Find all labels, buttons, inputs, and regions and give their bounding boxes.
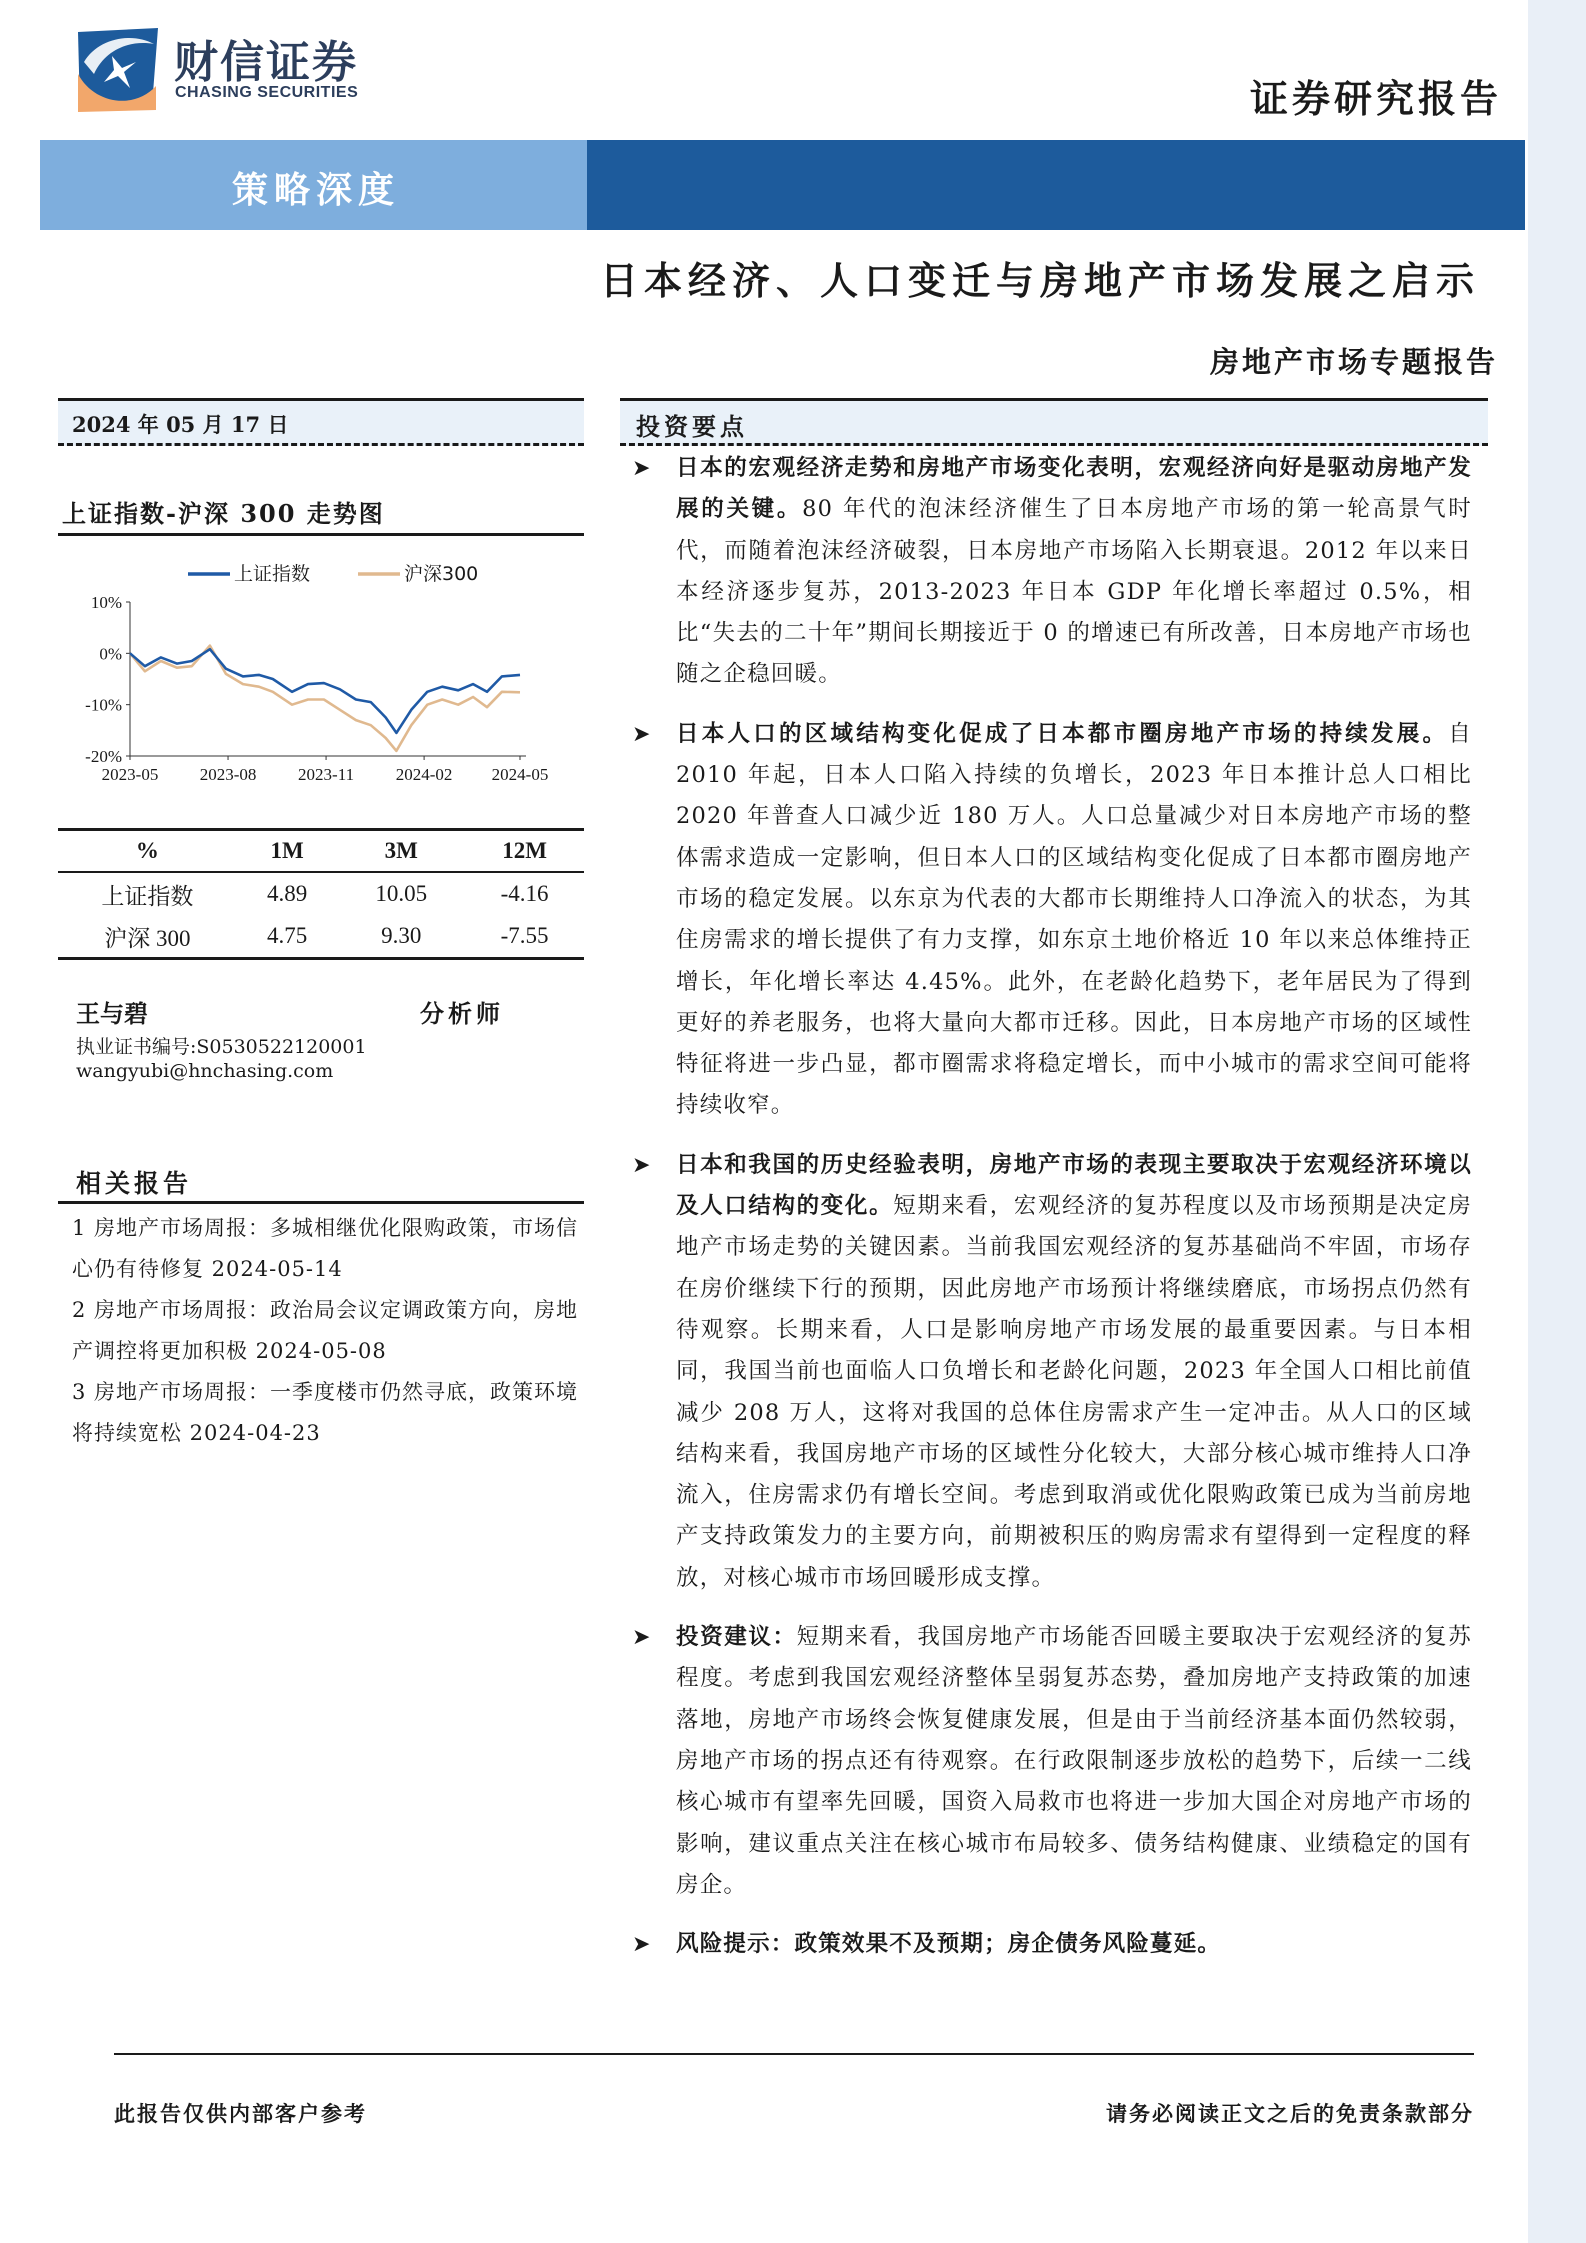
right-margin-strip — [1528, 0, 1586, 2243]
table-cell: 上证指数 — [101, 883, 194, 909]
table-cell: 9.30 — [337, 915, 465, 959]
legend-label: 沪深300 — [404, 563, 479, 585]
arrow-bullet-icon: ➤ — [632, 1932, 652, 1958]
y-tick-label: 10% — [90, 593, 122, 612]
x-tick-label: 2024-05 — [491, 765, 549, 784]
analyst-certificate: 执业证书编号:S0530522120001 — [76, 1036, 367, 1058]
footer-disclaimer-left: 此报告仅供内部客户参考 — [114, 2101, 367, 2126]
date-bar — [58, 398, 584, 446]
table-header-row — [58, 830, 584, 873]
related-reports-list — [72, 1208, 582, 1454]
table-cell: 4.75 — [237, 915, 338, 959]
table-cell: 沪深 300 — [58, 915, 237, 959]
arrow-bullet-icon: ➤ — [632, 1625, 652, 1651]
x-tick-label: 2023-08 — [199, 765, 257, 784]
table-cell: 4.89 — [266, 881, 308, 906]
key-point-item — [632, 1145, 1472, 1599]
analyst-email: wangyubi@hnchasing.com — [76, 1060, 334, 1082]
x-tick-label: 2023-11 — [298, 765, 355, 784]
table-header-cell: % — [58, 830, 237, 873]
y-tick-label: -20% — [85, 747, 122, 766]
x-axis — [102, 756, 549, 784]
logo-chinese-text: 财信证券 — [174, 37, 358, 88]
key-points-bar — [620, 398, 1488, 446]
x-tick-label: 2024-02 — [395, 765, 453, 784]
report-type-label: 证券研究报告 — [1249, 76, 1502, 121]
footer-disclaimer-right: 请务必阅读正文之后的免责条款部分 — [1106, 2101, 1474, 2126]
report-subtitle: 房地产市场专题报告 — [1209, 345, 1498, 379]
y-tick-label: 0% — [99, 644, 122, 664]
key-point-item — [632, 448, 1472, 696]
y-tick-label: -10% — [85, 695, 122, 715]
table-header-cell: 3M — [337, 830, 465, 873]
series-line — [130, 649, 520, 733]
key-point-item — [632, 1924, 1472, 1965]
key-point-text: 80 年代的泡沫经济催生了日本房地产市场的第一轮高景气时代，而随着泡沫经济破裂，日本房地产市场陷入长期衰退。2012 年以来日本经济逐步复苏，2013-2023 年日本 GDP 年化增长率超过 0.5%，相比“失去的二十年”期间长期接近于 0 的增速已有所改善，日本房地产市场也随之企稳回暖。 — [676, 496, 1472, 688]
table-cell: -7.55 — [465, 915, 584, 959]
chart-legend — [188, 563, 478, 585]
report-title: 日本经济、人口变迁与房地产市场发展之启示 — [599, 258, 1480, 303]
x-tick-label: 2023-05 — [101, 765, 159, 784]
logo-english-text: CHASING SECURITIES — [175, 84, 359, 101]
key-points-title: 投资要点 — [636, 412, 748, 441]
banner-right-block — [587, 140, 1525, 230]
related-report-item[interactable]: 1 房地产市场周报：多城相继优化限购政策，市场信心仍有待修复 2024-05-14 — [72, 1216, 579, 1281]
key-point-text: 短期来看，我国房地产市场能否回暖主要取决于宏观经济的复苏程度。考虑到我国宏观经济整体呈弱复苏态势，叠加房地产支持政策的加速落地，房地产市场终会恢复健康发展，但是由于当前经济基本面仍然较弱，房地产市场的拐点还有待观察。在行政限制逐步放松的趋势下，后续一二线核心城市有望率先回暖，国资入局救市也将进一步加大国企对房地产市场的影响，建议重点关注在核心城市布局较多、债务结构健康、业绩稳定的国有房企。 — [676, 1624, 1472, 1898]
report-date: 2024 年 05 月 17 日 — [72, 412, 289, 437]
related-report-item[interactable]: 3 房地产市场周报：一季度楼市仍然寻底，政策环境将持续宽松 2024-04-23 — [72, 1380, 579, 1445]
table-row — [58, 915, 584, 959]
key-point-text: 自 2010 年起，日本人口陷入持续的负增长，2023 年日本推计总人口相比 2020 年普查人口减少近 180 万人。人口总量减少对日本房地产市场的整体需求造成一定影响，但日本人口的区域结构变化促成了日本都市圈房地产市场的稳定发展。以东京为代表的大都市长期维持人口净流入的状态，为其住房需求的增长提供了有力支撑，如东京土地价格近 10 年以来总体维持正增长，年化增长率达 4.45%。此外，在老龄化趋势下，老年居民为了得到更好的养老服务，也将大量向大都市迁移。因此，日本房地产市场的区域性特征将进一步凸显，都市圈需求将稳定增长，而中小城市的需求空间可能将持续收窄。 — [676, 720, 1472, 1119]
key-point-item — [632, 714, 1472, 1127]
arrow-bullet-icon: ➤ — [632, 721, 652, 747]
key-point-heading: 风险提示：政策效果不及预期；房企债务风险蔓延。 — [676, 1931, 1222, 1958]
key-point-text: 短期来看，宏观经济的复苏程度以及市场预期是决定房地产市场走势的关键因素。当前我国宏观经济的复苏基础尚不牢固，市场存在房价继续下行的预期，因此房地产市场预计将继续磨底，市场拐点仍然有待观察。长期来看，人口是影响房地产市场发展的最重要因素。与日本相同，我国当前也面临人口负增长和老龄化问题，2023 年全国人口相比前值减少 208 万人，这将对我国的总体住房需求产生一定冲击。从人口的区域结构来看，我国房地产市场的区域性分化较大，大部分核心城市维持人口净流入，住房需求仍有增长空间。考虑到取消或优化限购政策已成为当前房地产支持政策发力的主要方向，前期被积压的购房需求有望得到一定程度的释放，对核心城市市场回暖形成支撑。 — [676, 1193, 1472, 1591]
arrow-bullet-icon: ➤ — [632, 456, 652, 481]
key-point-item — [632, 1617, 1472, 1906]
table-header-cell: 12M — [465, 830, 584, 873]
related-reports-title: 相关报告 — [76, 1169, 193, 1198]
banner-category: 策略深度 — [232, 169, 401, 211]
key-point-heading: 日本的宏观经济走势和房地产市场变化表明，宏观经济向好是驱动房地产发展的关键。 — [676, 455, 1472, 523]
key-points-list — [632, 448, 1472, 1965]
arrow-bullet-icon: ➤ — [632, 1152, 652, 1178]
key-point-heading: 日本人口的区域结构变化促成了日本都市圈房地产市场的持续发展。 — [676, 720, 1449, 747]
analyst-name: 王与碧 — [76, 999, 148, 1028]
analyst-role: 分析师 — [420, 999, 504, 1028]
plot-area — [130, 646, 520, 751]
index-trend-chart — [58, 540, 584, 820]
key-point-heading: 投资建议： — [676, 1624, 797, 1651]
related-reports-rule — [58, 1201, 584, 1204]
y-axis — [85, 593, 130, 766]
performance-table — [58, 828, 584, 960]
table-row — [58, 872, 584, 915]
related-report-item[interactable]: 2 房地产市场周报：政治局会议定调政策方向，房地产调控将更加积极 2024-05-08 — [72, 1298, 579, 1363]
legend-label: 上证指数 — [234, 563, 311, 585]
table-cell: -4.16 — [500, 881, 549, 906]
company-logo-icon — [72, 22, 164, 114]
table-cell: 10.05 — [375, 881, 428, 906]
key-point-heading: 日本和我国的历史经验表明，房地产市场的表现主要取决于宏观经济环境以及人口结构的变化。 — [676, 1151, 1472, 1220]
table-header-cell: 1M — [237, 830, 338, 873]
chart-title: 上证指数-沪深 300 走势图 — [62, 499, 385, 528]
chart-title-rule — [58, 533, 584, 536]
footer-rule — [114, 2053, 1474, 2055]
